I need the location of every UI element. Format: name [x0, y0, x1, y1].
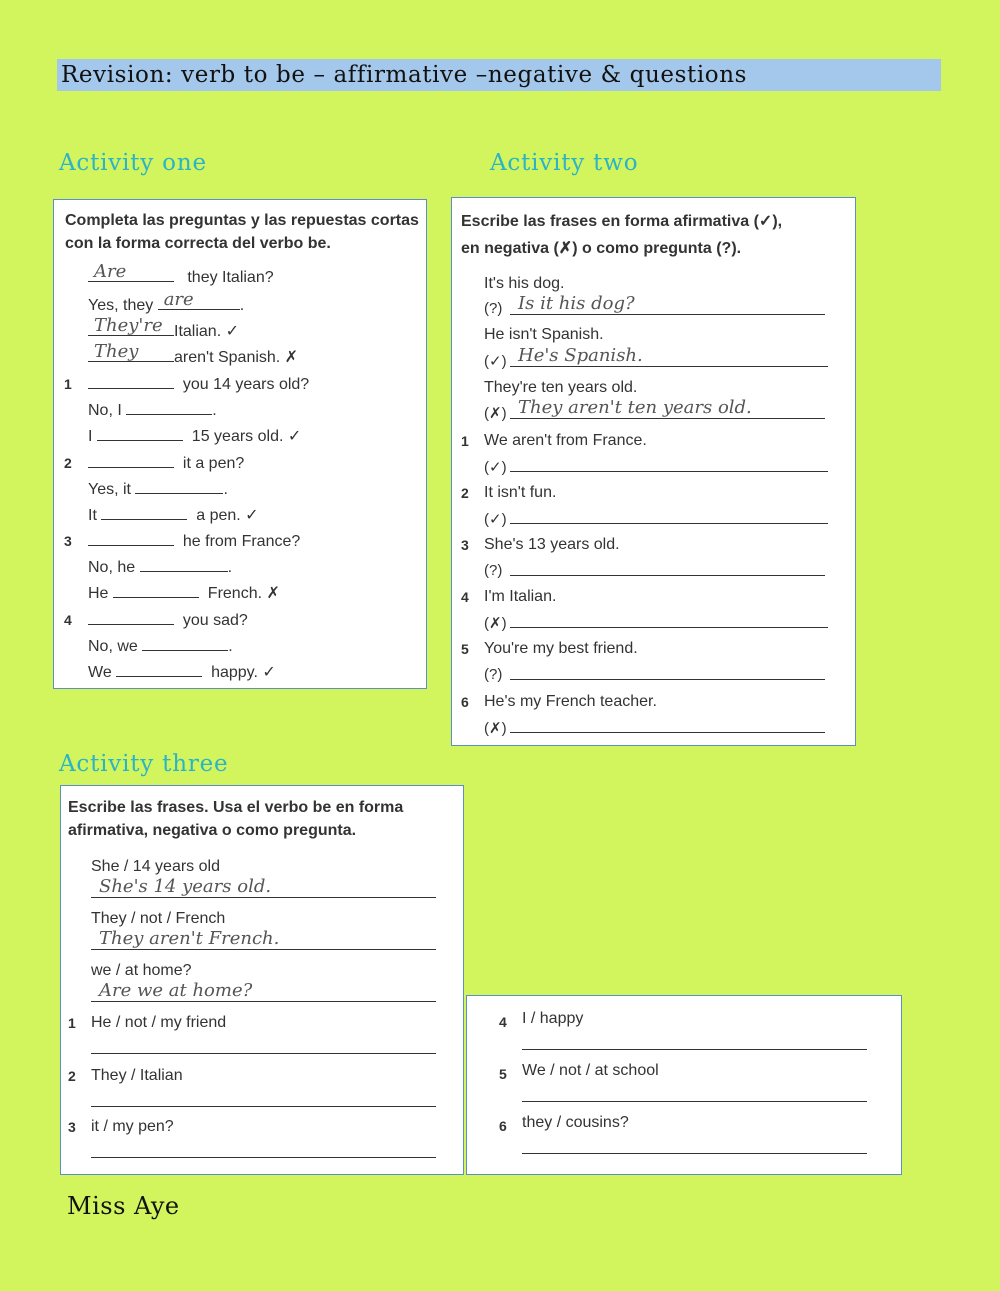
a1-example-blank-3[interactable]: They're [88, 320, 174, 336]
a1-item-question: it a pen? [88, 452, 244, 474]
activity-three-heading: Activity three [59, 751, 229, 777]
a3-answer-line[interactable] [91, 1138, 436, 1158]
a1-example-blank-1[interactable]: Are [88, 266, 174, 282]
a1-item-number: 1 [64, 376, 72, 392]
a1-blank[interactable] [140, 556, 228, 572]
a2-item-mark: (✓) [484, 511, 507, 528]
a1-item-number: 4 [64, 612, 72, 628]
a1-blank[interactable] [126, 399, 212, 415]
a1-item-question: you sad? [88, 609, 248, 631]
activity-two-box [451, 197, 856, 746]
a2-example-sentence: They're ten years old. [484, 379, 638, 396]
a3-answer-line[interactable] [91, 1087, 436, 1107]
a1-blank[interactable] [116, 661, 202, 677]
a2-example-mark: (✗) [484, 405, 507, 422]
a2-example-sentence: It's his dog. [484, 275, 565, 292]
activity-three-instruction: Escribe las frases. Usa el verbo be en forma afirmativa, negativa o como pregunta. [68, 799, 404, 839]
activity-two-instruction: Escribe las frases en forma afirmativa (✓), en negativa (✗) o como pregunta (?). [461, 213, 783, 257]
a2-item-mark: (?) [484, 666, 503, 683]
a3-item-number: 2 [68, 1068, 76, 1084]
a2-example-answer-line[interactable]: Is it his dog? [510, 295, 825, 315]
a2-item-sentence: You're my best friend. [484, 640, 638, 657]
a1-item-answer: No, I . [88, 399, 217, 421]
a3-answer-line[interactable] [522, 1082, 867, 1102]
a3-item-number: 4 [499, 1014, 507, 1030]
a1-blank[interactable] [113, 582, 199, 598]
a1-blank[interactable] [97, 425, 183, 441]
a1-blank[interactable] [101, 504, 187, 520]
a3-item-number: 3 [68, 1119, 76, 1135]
a1-example-blank-2[interactable]: are [158, 294, 240, 310]
a2-item-mark: (✗) [484, 615, 507, 632]
a3-example-answer-line[interactable]: They aren't French. [91, 930, 436, 950]
activity-one-box [53, 199, 427, 689]
a1-example-answer-1: Yes, they are . [88, 289, 245, 314]
a1-blank[interactable] [88, 452, 174, 468]
teacher-signature: Miss Aye [67, 1192, 180, 1220]
a3-item-prompt: He / not / my friend [91, 1014, 227, 1031]
a3-answer-line[interactable] [522, 1134, 867, 1154]
a2-example-answer-line[interactable]: They aren't ten years old. [510, 399, 825, 419]
a2-item-sentence: We aren't from France. [484, 432, 647, 449]
a2-item-sentence: He's my French teacher. [484, 693, 657, 710]
a2-answer-line[interactable] [510, 556, 825, 576]
a1-item-number: 3 [64, 533, 72, 549]
a3-answer-line[interactable] [91, 1034, 436, 1054]
a2-item-mark: (✗) [484, 720, 507, 737]
a3-item-number: 1 [68, 1015, 76, 1031]
a3-example-prompt: They / not / French [91, 910, 226, 927]
a1-blank[interactable] [142, 635, 228, 651]
a3-answer-line[interactable] [522, 1030, 867, 1050]
activity-three-box [60, 785, 464, 1175]
a3-example-prompt: She / 14 years old [91, 858, 220, 875]
a1-item-answer: No, he . [88, 556, 232, 578]
a1-item-question: you 14 years old? [88, 373, 309, 395]
a2-item-number: 4 [461, 589, 469, 605]
a3-item-number: 6 [499, 1118, 507, 1134]
a2-item-number: 6 [461, 694, 469, 710]
a2-item-number: 1 [461, 433, 469, 449]
a1-item-answer: No, we . [88, 635, 233, 657]
a2-item-number: 3 [461, 537, 469, 553]
a3-item-prompt: I / happy [522, 1010, 584, 1027]
a1-item-statement: It a pen. ✓ [88, 504, 259, 526]
a1-blank[interactable] [88, 609, 174, 625]
activity-two-heading: Activity two [490, 150, 639, 176]
a2-example-sentence: He isn't Spanish. [484, 326, 604, 343]
a1-example-answer-3: They aren't Spanish. ✗ [88, 346, 298, 368]
a2-answer-line[interactable] [510, 660, 825, 680]
a1-item-answer: Yes, it . [88, 478, 228, 500]
a1-blank[interactable] [135, 478, 223, 494]
a3-item-prompt: they / cousins? [522, 1114, 629, 1131]
a2-example-answer-line[interactable]: He's Spanish. [510, 347, 828, 367]
a3-item-number: 5 [499, 1066, 507, 1082]
activity-one-instruction: Completa las preguntas y las repuestas cortas con la forma correcta del verbo be. [65, 212, 419, 252]
a2-item-number: 5 [461, 641, 469, 657]
a1-item-statement: I 15 years old. ✓ [88, 425, 301, 447]
a2-item-sentence: I'm Italian. [484, 588, 557, 605]
activity-three-box-continued [466, 995, 902, 1175]
a3-example-answer-line[interactable]: Are we at home? [91, 982, 436, 1002]
a2-answer-line[interactable] [510, 713, 825, 733]
a3-item-prompt: it / my pen? [91, 1118, 174, 1135]
a2-answer-line[interactable] [510, 608, 828, 628]
a1-blank[interactable] [88, 530, 174, 546]
a2-answer-line[interactable] [510, 504, 828, 524]
a1-item-question: he from France? [88, 530, 300, 552]
a1-example-blank-4[interactable]: They [88, 346, 174, 362]
a3-item-prompt: They / Italian [91, 1067, 183, 1084]
a3-item-prompt: We / not / at school [522, 1062, 659, 1079]
a2-item-mark: (?) [484, 562, 503, 579]
a2-item-sentence: It isn't fun. [484, 484, 557, 501]
a1-blank[interactable] [88, 373, 174, 389]
a2-item-sentence: She's 13 years old. [484, 536, 620, 553]
a1-example-answer-2: They're Italian. ✓ [88, 320, 239, 342]
a3-example-answer-line[interactable]: She's 14 years old. [91, 878, 436, 898]
a2-item-mark: (✓) [484, 459, 507, 476]
a1-item-number: 2 [64, 455, 72, 471]
a2-example-mark: (?) [484, 300, 503, 317]
activity-one-heading: Activity one [59, 150, 207, 176]
a1-example-question: Are they Italian? [88, 266, 274, 288]
a2-item-number: 2 [461, 485, 469, 501]
page-title: Revision: verb to be – affirmative –negative & questions [57, 59, 941, 91]
a2-example-mark: (✓) [484, 353, 507, 370]
a3-example-prompt: we / at home? [91, 962, 192, 979]
a1-item-statement: We happy. ✓ [88, 661, 276, 683]
a1-item-statement: He French. ✗ [88, 582, 280, 604]
a2-answer-line[interactable] [510, 452, 828, 472]
